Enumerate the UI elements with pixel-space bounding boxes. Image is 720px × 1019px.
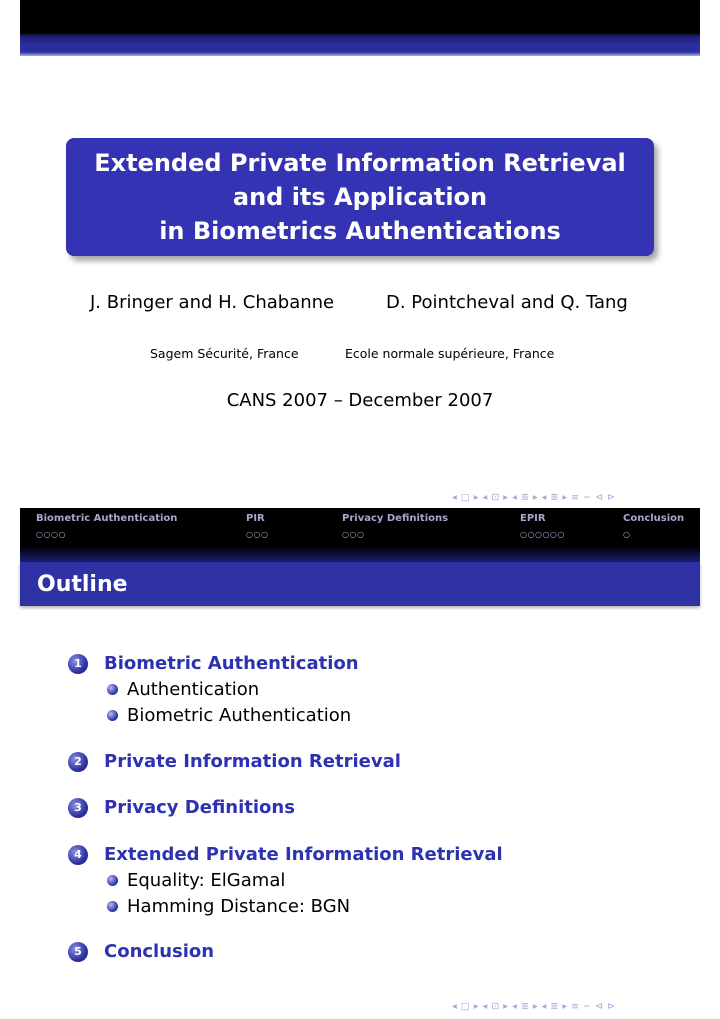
nav-symbol-icon[interactable]: ◂	[482, 1001, 489, 1012]
nav-symbol-icon[interactable]: ▸	[473, 1001, 480, 1012]
nav-symbol-icon[interactable]: ▸	[532, 492, 539, 503]
nav-symbol-icon[interactable]: ▸	[503, 1001, 510, 1012]
nav-dots-privacy[interactable]: ○○○	[342, 530, 365, 539]
title-slide	[20, 0, 700, 508]
bullet-icon	[107, 684, 118, 695]
nav-symbol-icon[interactable]: ▸	[562, 1001, 569, 1012]
header-gradient	[20, 546, 700, 562]
nav-symbol-icon[interactable]: ◂	[512, 492, 518, 503]
nav-symbol-icon[interactable]: ▸	[503, 492, 510, 503]
title-line-2: and its Application	[232, 183, 488, 211]
nav-symbol-icon[interactable]: ≡	[571, 492, 581, 503]
affiliation-left: Sagem Sécurité, France	[150, 346, 299, 361]
nav-symbol-icon[interactable]: ⊳	[607, 492, 617, 503]
nav-symbol-icon[interactable]: ▸	[562, 492, 569, 503]
nav-symbol-icon[interactable]: ▸	[532, 1001, 539, 1012]
nav-symbol-icon[interactable]: ◂	[482, 492, 489, 503]
nav-symbol-icon[interactable]: ⊡	[491, 1001, 501, 1012]
section-navigation-bar	[20, 508, 700, 546]
frame-title: Outline	[37, 572, 128, 597]
toc-item-privacy-definitions[interactable]: Privacy Definitions	[104, 797, 295, 818]
nav-symbol-icon[interactable]: ◂	[452, 492, 458, 503]
toc-subitem-hamming-bgn[interactable]: Hamming Distance: BGN	[127, 896, 351, 917]
authors-right: D. Pointcheval and Q. Tang	[386, 292, 628, 313]
nav-symbol-icon[interactable]: ▸	[473, 492, 480, 503]
navigation-symbols[interactable]	[452, 1001, 698, 1013]
nav-symbol-icon[interactable]: ◂	[541, 1001, 548, 1012]
nav-symbol-icon[interactable]: ⊲	[595, 1001, 605, 1012]
toc-item-conclusion[interactable]: Conclusion	[104, 941, 215, 962]
bullet-icon	[107, 875, 118, 886]
toc-subitem-authentication[interactable]: Authentication	[127, 679, 260, 700]
toc-number-3: 3	[68, 798, 88, 818]
outline-slide	[20, 508, 700, 1019]
authors-left: J. Bringer and H. Chabanne	[90, 292, 335, 313]
bullet-icon	[107, 901, 118, 912]
nav-symbol-icon[interactable]: ≣	[520, 492, 530, 503]
toc-number-2: 2	[68, 752, 88, 772]
toc-subitem-equality-elgamal[interactable]: Equality: ElGamal	[127, 870, 286, 891]
nav-dots-pir[interactable]: ○○○	[246, 530, 269, 539]
nav-symbol-icon[interactable]: ◂	[541, 492, 548, 503]
nav-symbol-icon[interactable]: ◂	[452, 1001, 458, 1012]
nav-dots-conclusion[interactable]: ○	[623, 530, 631, 539]
nav-symbol-icon[interactable]: ∽	[583, 492, 593, 503]
toc-number-1: 1	[68, 654, 88, 674]
frame-title-bar	[20, 562, 700, 606]
conference-date: CANS 2007 – December 2007	[226, 390, 494, 411]
nav-section-conclusion[interactable]: Conclusion	[623, 513, 685, 524]
nav-section-pir[interactable]: PIR	[246, 513, 265, 524]
title-line-1: Extended Private Information Retrieval	[94, 149, 626, 177]
nav-symbol-icon[interactable]: ≣	[550, 492, 560, 503]
nav-symbol-icon[interactable]: □	[460, 492, 471, 503]
toc-number-4: 4	[68, 845, 88, 865]
navigation-symbols[interactable]	[452, 492, 698, 504]
affiliation-right: Ecole normale supérieure, France	[345, 346, 555, 361]
slide-header-bar	[20, 0, 700, 56]
toc-number-5: 5	[68, 942, 88, 962]
nav-symbol-icon[interactable]: ≡	[571, 1001, 581, 1012]
nav-symbol-icon[interactable]: ∽	[583, 1001, 593, 1012]
nav-dots-epir[interactable]: ○○○○○○	[520, 530, 565, 539]
nav-symbol-icon[interactable]: ⊲	[595, 492, 605, 503]
nav-symbol-icon[interactable]: □	[460, 1001, 471, 1012]
title-line-3: in Biometrics Authentications	[159, 217, 561, 245]
nav-symbol-icon[interactable]: ◂	[512, 1001, 518, 1012]
toc-subitem-biometric-authentication[interactable]: Biometric Authentication	[127, 705, 352, 726]
nav-symbol-icon[interactable]: ≣	[520, 1001, 530, 1012]
bullet-icon	[107, 710, 118, 721]
nav-section-biometric[interactable]: Biometric Authentication	[36, 513, 178, 524]
nav-symbol-icon[interactable]: ≣	[550, 1001, 560, 1012]
title-box	[66, 138, 654, 256]
toc-item-private-information-retrieval[interactable]: Private Information Retrieval	[104, 751, 401, 772]
nav-symbol-icon[interactable]: ⊳	[607, 1001, 617, 1012]
nav-dots-biometric[interactable]: ○○○○	[36, 530, 66, 539]
toc-item-biometric-authentication[interactable]: Biometric Authentication	[104, 653, 359, 674]
nav-section-privacy[interactable]: Privacy Definitions	[342, 513, 449, 524]
nav-symbol-icon[interactable]: ⊡	[491, 492, 501, 503]
toc-item-extended-pir[interactable]: Extended Private Information Retrieval	[104, 844, 503, 865]
nav-section-epir[interactable]: EPIR	[520, 513, 546, 524]
